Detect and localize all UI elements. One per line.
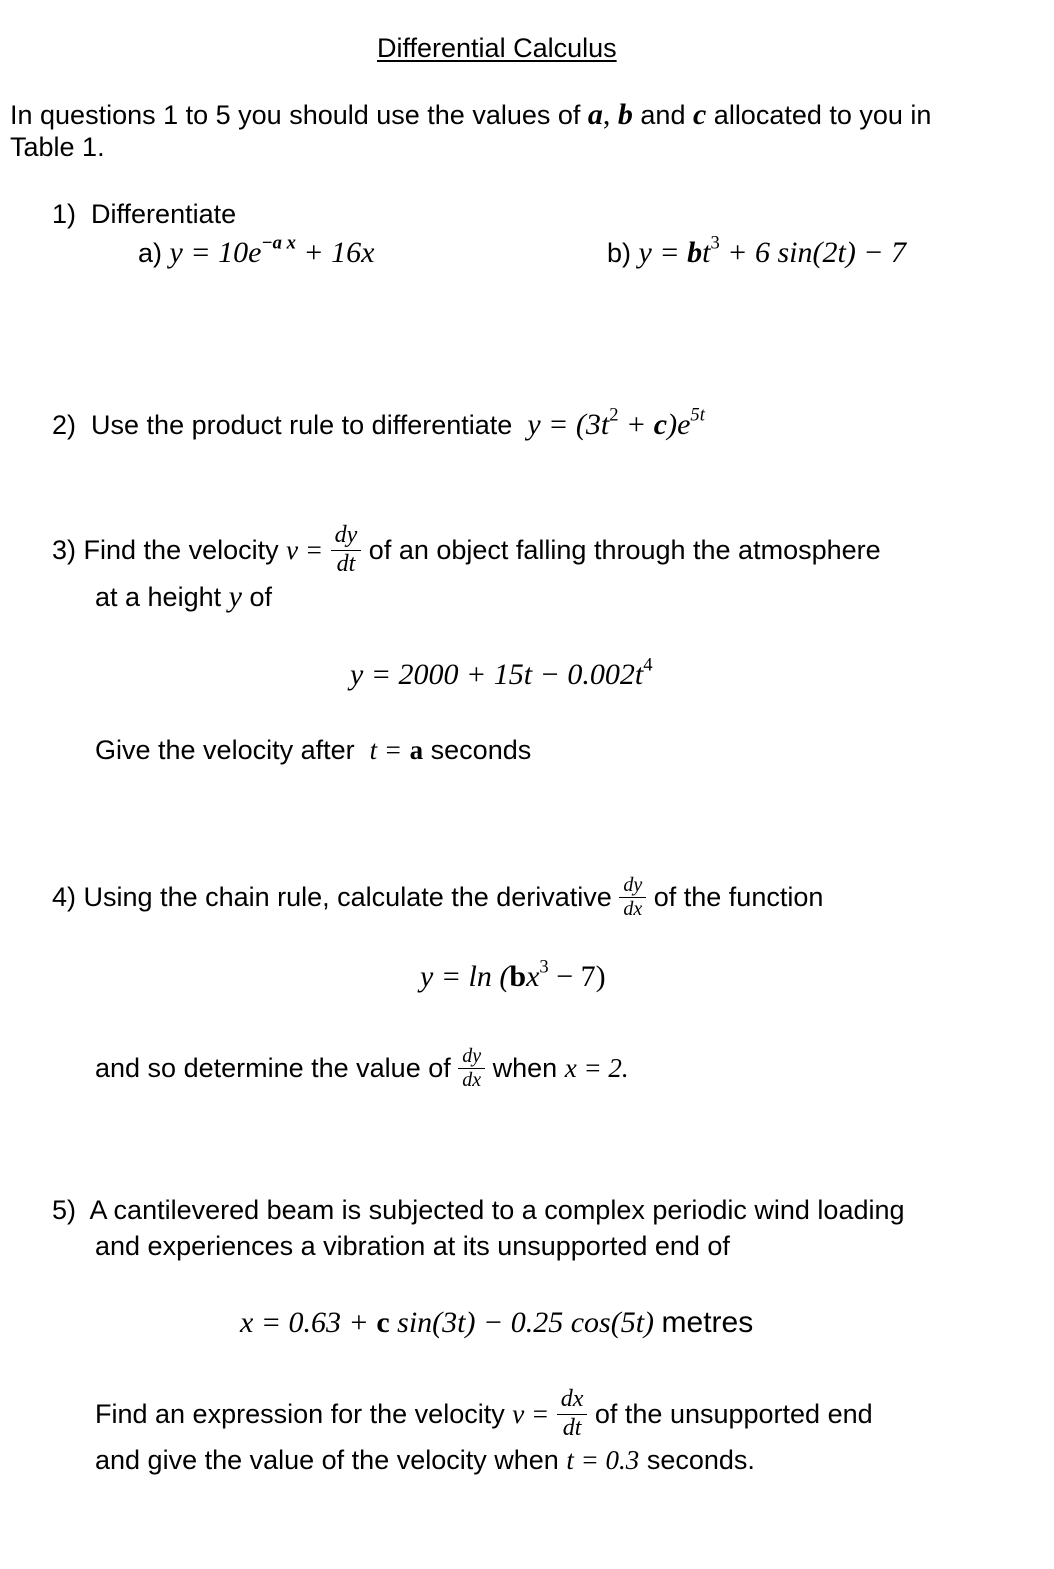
q3-line2-var: y	[228, 580, 242, 613]
q5-find-end: of the unsupported end	[594, 1398, 873, 1429]
q1b-expr-main: y =	[638, 236, 688, 269]
q5-equation-main: x = 0.63 +	[240, 1306, 377, 1339]
var-c: c	[692, 98, 707, 131]
q3-equation-power: 4	[643, 654, 653, 676]
intro-and: and	[632, 100, 693, 130]
q4-equation-power: 3	[539, 956, 549, 978]
q3-fraction-num: dy	[331, 523, 362, 550]
q2-expression	[527, 404, 705, 441]
q3-text-end: of an object falling through the atmosphere	[368, 534, 881, 565]
q4-det-when: when	[492, 1052, 558, 1083]
q4-number: 4)	[52, 881, 77, 912]
q1-header	[52, 198, 236, 231]
q5-line-1	[52, 1194, 905, 1227]
q1b	[607, 232, 907, 270]
q4-det-text: and so determine the value of	[95, 1052, 451, 1083]
q4-determine	[95, 1041, 629, 1095]
q3-line2-text: at a height	[95, 582, 222, 612]
intro-comma: ,	[602, 98, 611, 131]
q3-fraction-den: dt	[336, 550, 356, 577]
q5-text-1: A cantilevered beam is subjected to a complex periodic wind loading	[89, 1195, 905, 1225]
q5-last-end: seconds.	[646, 1445, 755, 1475]
q5-line-2: and experiences a vibration at its unsupported end of	[95, 1231, 730, 1261]
q3-give-a: a	[409, 735, 424, 765]
q5-find	[95, 1382, 873, 1446]
q1b-expr-tail: + 6 sin(2t) − 7	[719, 236, 907, 269]
q1a-expression	[169, 232, 375, 269]
q5-last-text: and give the value of the velocity when	[95, 1445, 559, 1475]
q1b-expression	[638, 232, 907, 269]
q2-number: 2)	[52, 410, 77, 440]
q3-number: 3)	[52, 534, 77, 565]
q3-give-text: Give the velocity after	[95, 735, 355, 765]
q1a-expr-main: y = 10e	[169, 236, 262, 269]
q4-text-end: of the function	[653, 881, 824, 912]
q3-line-1	[52, 517, 881, 583]
q4-fraction-num: dy	[619, 875, 646, 898]
q4-equation-b: b	[509, 960, 527, 993]
q4-text: Using the chain rule, calculate the derivative	[83, 881, 612, 912]
q4-fraction-den: dx	[623, 897, 643, 920]
intro-line-1	[10, 98, 931, 132]
q4-det-fraction	[458, 1046, 485, 1091]
q5-equation-tail: sin(3t) − 0.25 cos(5t)	[389, 1306, 655, 1339]
q2-text: Use the product rule to differentiate	[91, 410, 513, 440]
q1a	[138, 232, 375, 270]
q2-power: 2	[609, 404, 619, 426]
q1b-coef: b	[687, 236, 703, 269]
q4-det-fraction-den: dx	[462, 1068, 482, 1091]
q5-last	[95, 1444, 755, 1477]
q1-heading: Differentiate	[91, 199, 237, 229]
q2-c: c	[653, 408, 668, 441]
var-b: b	[617, 98, 633, 131]
q3-v-eq: v =	[286, 534, 324, 565]
q5-find-text: Find an expression for the velocity	[95, 1398, 505, 1429]
q5-last-eq: t = 0.3	[566, 1445, 640, 1475]
q2-expr-main: y = (3t	[527, 408, 610, 441]
intro-text: In questions 1 to 5 you should use the values of	[10, 100, 588, 130]
q1-number: 1)	[52, 199, 77, 229]
q2-exponent: 5t	[690, 404, 705, 426]
page-title: Differential Calculus	[377, 33, 617, 63]
q4-equation-main: y = ln (	[420, 960, 510, 993]
intro-line-2: Table 1.	[10, 132, 105, 162]
q2-expr-mid: )e	[667, 408, 691, 441]
q1b-power: 3	[710, 232, 720, 254]
q1a-exponent: −a x	[261, 232, 296, 254]
q5-fraction-num: dx	[557, 1387, 588, 1414]
q5-equation-c: c	[376, 1306, 390, 1339]
q5-v-eq: v =	[512, 1398, 550, 1429]
q3-text: Find the velocity	[83, 534, 279, 565]
q5-equation-unit: metres	[661, 1306, 754, 1339]
q4-fraction	[619, 875, 646, 920]
q4-equation-tail: − 7)	[548, 960, 606, 993]
q4-line-1	[52, 870, 823, 924]
q3-fraction	[331, 523, 362, 576]
q3-line2-end: of	[249, 582, 272, 612]
q2-plus: +	[618, 408, 654, 441]
q1b-label: b)	[607, 238, 632, 268]
q1a-label: a)	[138, 238, 163, 268]
q1a-expr-tail: + 16x	[295, 236, 375, 269]
q3-give-eq: t =	[369, 735, 403, 765]
intro-text-end: allocated to you in	[706, 100, 932, 130]
q3-line-2	[95, 580, 272, 614]
q2	[52, 404, 705, 442]
q4-equation-var: x	[526, 960, 540, 993]
q5-equation	[240, 1306, 753, 1340]
q3-equation	[350, 654, 653, 692]
q3-give-end: seconds	[430, 735, 532, 765]
q4-det-eq: x = 2.	[564, 1052, 629, 1083]
var-a: a	[587, 98, 603, 131]
q4-det-fraction-num: dy	[458, 1046, 485, 1069]
q5-fraction-den: dt	[562, 1414, 582, 1441]
q5-fraction	[557, 1387, 588, 1440]
q5-number: 5)	[52, 1195, 77, 1225]
q4-equation	[420, 956, 606, 994]
q1b-var: t	[702, 236, 711, 269]
q3-give	[95, 735, 531, 766]
q3-equation-main: y = 2000 + 15t − 0.002t	[350, 658, 644, 691]
